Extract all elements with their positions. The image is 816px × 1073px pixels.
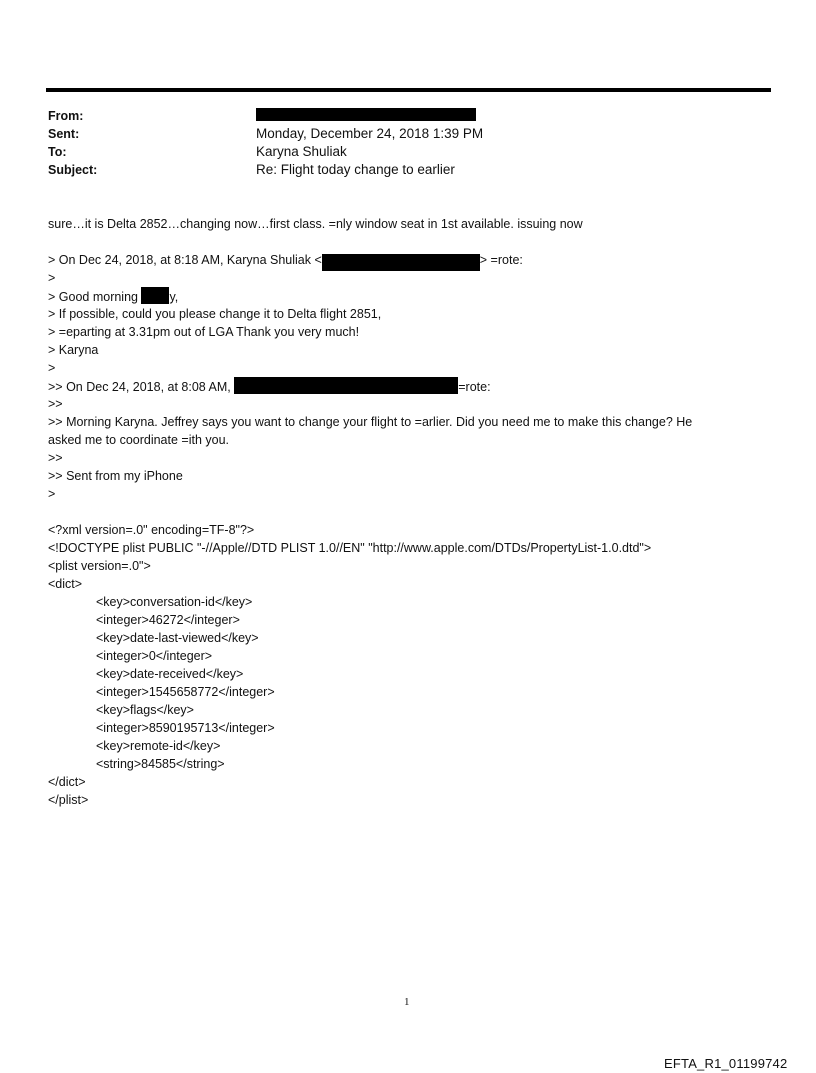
quote-line-12: >> [48, 451, 63, 465]
dict-close: </dict> [48, 775, 86, 789]
page-number: 1 [404, 996, 410, 1008]
reply-text: sure…it is Delta 2852…changing now…first class. =nly window seat in 1st available. issuing now [48, 217, 583, 231]
quote-line-1-suffix: > =rote: [479, 253, 523, 267]
dict-open: <dict> [48, 577, 83, 591]
document-id: EFTA_R1_01199742 [664, 1056, 788, 1071]
plist-item: <integer>0</integer> [96, 649, 213, 663]
quote-line-1-prefix: > On Dec 24, 2018, at 8:18 AM, Karyna Shuliak < [48, 253, 322, 267]
quote-line-8-suffix: =rote: [458, 380, 491, 394]
plist-open: <plist version=.0"> [48, 559, 151, 573]
plist-item: <string>84585</string> [96, 757, 225, 771]
plist-item: <key>conversation-id</key> [96, 595, 253, 609]
subject-value: Re: Flight today change to earlier [256, 162, 455, 177]
plist-item: <key>remote-id</key> [96, 739, 221, 753]
sender-redaction [234, 377, 458, 394]
quote-line-1 [48, 251, 523, 271]
sent-value: Monday, December 24, 2018 1:39 PM [256, 126, 484, 141]
sent-label: Sent: [48, 127, 80, 141]
quote-line-5: > =eparting at 3.31pm out of LGA Thank you very much! [48, 325, 360, 339]
plist-item: <integer>8590195713</integer> [96, 721, 275, 735]
quote-line-3-prefix: > Good morning [48, 290, 142, 304]
header-rule [46, 88, 771, 92]
name-redaction [141, 287, 169, 304]
from-redaction [256, 108, 476, 121]
plist-close: </plist> [48, 793, 89, 807]
plist-item: <key>date-last-viewed</key> [96, 631, 259, 645]
quote-line-9: >> [48, 397, 63, 411]
quote-line-2: > [48, 271, 56, 285]
to-label: To: [48, 145, 67, 159]
quote-line-14: > [48, 487, 56, 501]
quote-line-3-suffix: y, [169, 290, 179, 304]
quote-line-4: > If possible, could you please change it to Delta flight 2851, [48, 307, 382, 321]
email-redaction: k [322, 254, 480, 271]
plist-item: <key>flags</key> [96, 703, 194, 717]
plist-item: <integer>46272</integer> [96, 613, 240, 627]
from-label: From: [48, 109, 84, 123]
subject-label: Subject: [48, 163, 98, 177]
plist-xml-decl: <?xml version=.0" encoding=TF-8"?> [48, 523, 255, 537]
plist-doctype: <!DOCTYPE plist PUBLIC "-//Apple//DTD PLIST 1.0//EN" "http://www.apple.com/DTDs/PropertyList-1.0.dtd"> [48, 541, 652, 555]
quote-line-7: > [48, 361, 56, 375]
quote-line-6: > Karyna [48, 343, 99, 357]
quote-line-8-prefix: >> On Dec 24, 2018, at 8:08 AM, [48, 380, 235, 394]
quote-line-11: asked me to coordinate =ith you. [48, 433, 230, 447]
quote-line-3 [48, 287, 178, 306]
quote-line-10: >> Morning Karyna. Jeffrey says you want to change your flight to =arlier. Did you need me to make this change? He [48, 415, 693, 429]
plist-item: <key>date-received</key> [96, 667, 244, 681]
plist-item: <integer>1545658772</integer> [96, 685, 275, 699]
to-value: Karyna Shuliak [256, 144, 347, 159]
quote-line-8 [48, 377, 491, 396]
quote-line-13: >> Sent from my iPhone [48, 469, 183, 483]
